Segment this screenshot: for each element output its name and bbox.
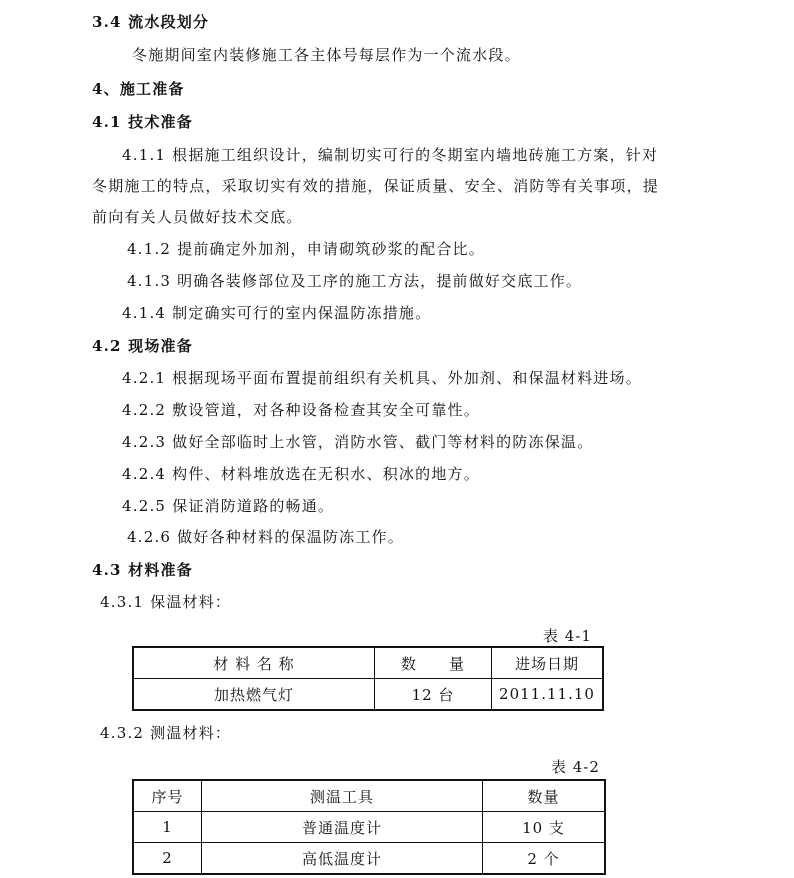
column-header: 数 量 — [375, 647, 492, 679]
column-header: 数量 — [483, 780, 606, 812]
table-row — [133, 679, 603, 711]
table-cell: 加热燃气灯 — [133, 679, 375, 711]
table-row — [133, 843, 605, 875]
paragraph-4-2-2: 4.2.2 敷设管道，对各种设备检查其安全可靠性。 — [122, 401, 480, 419]
paragraph-4-1-2: 4.1.2 提前确定外加剂，申请砌筑砂浆的配合比。 — [127, 240, 485, 258]
table-2-caption: 表 4-2 — [551, 758, 600, 776]
paragraph-4-2-1: 4.2.1 根据现场平面布置提前组织有关机具、外加剂、和保温材料进场。 — [122, 369, 642, 387]
paragraph-4-1-1-line2: 冬期施工的特点，采取切实有效的措施，保证质量、安全、消防等有关事项，提 — [92, 177, 660, 195]
paragraph-4-2-4: 4.2.4 构件、材料堆放选在无积水、积冰的地方。 — [122, 465, 480, 483]
table-cell: 2011.11.10 — [492, 679, 604, 711]
table-cell: 12 台 — [375, 679, 492, 711]
table-1-caption: 表 4-1 — [543, 627, 592, 645]
heading-4-2: 4.2 现场准备 — [92, 337, 193, 355]
paragraph-4-2-3: 4.2.3 做好全部临时上水管，消防水管、截门等材料的防冻保温。 — [122, 433, 594, 451]
table-cell: 普通温度计 — [202, 812, 483, 843]
paragraph-4-1-1-line1: 4.1.1 根据施工组织设计，编制切实可行的冬期室内墙地砖施工方案，针对 — [122, 146, 659, 164]
table-cell: 10 支 — [483, 812, 606, 843]
heading-4: 4、施工准备 — [92, 80, 185, 98]
column-header: 测温工具 — [202, 780, 483, 812]
paragraph-4-3-2: 4.3.2 测温材料： — [100, 724, 232, 742]
paragraph-4-1-3: 4.1.3 明确各装修部位及工序的施工方法，提前做好交底工作。 — [127, 272, 583, 290]
column-header: 材 料 名 称 — [133, 647, 375, 679]
table-header-row — [133, 780, 605, 812]
table-header-row — [133, 647, 603, 679]
table-cell: 2 个 — [483, 843, 606, 875]
heading-4-3: 4.3 材料准备 — [92, 561, 193, 579]
column-header: 进场日期 — [492, 647, 604, 679]
paragraph-4-2-5: 4.2.5 保证消防道路的畅通。 — [122, 497, 335, 515]
table-row — [133, 812, 605, 843]
paragraph-4-1-1-line3: 前向有关人员做好技术交底。 — [92, 208, 303, 226]
heading-4-1: 4.1 技术准备 — [92, 113, 193, 131]
table-cell: 1 — [133, 812, 202, 843]
materials-table — [132, 646, 604, 711]
paragraph-4-2-6: 4.2.6 做好各种材料的保温防冻工作。 — [127, 528, 404, 546]
table-cell: 高低温度计 — [202, 843, 483, 875]
thermometer-table — [132, 779, 606, 875]
paragraph-3-4: 冬施期间室内装修施工各主体号每层作为一个流水段。 — [132, 46, 521, 64]
paragraph-4-1-4: 4.1.4 制定确实可行的室内保温防冻措施。 — [122, 304, 432, 322]
heading-3-4: 3.4 流水段划分 — [92, 13, 210, 31]
paragraph-4-3-1: 4.3.1 保温材料： — [100, 593, 232, 611]
column-header: 序号 — [133, 780, 202, 812]
table-cell: 2 — [133, 843, 202, 875]
